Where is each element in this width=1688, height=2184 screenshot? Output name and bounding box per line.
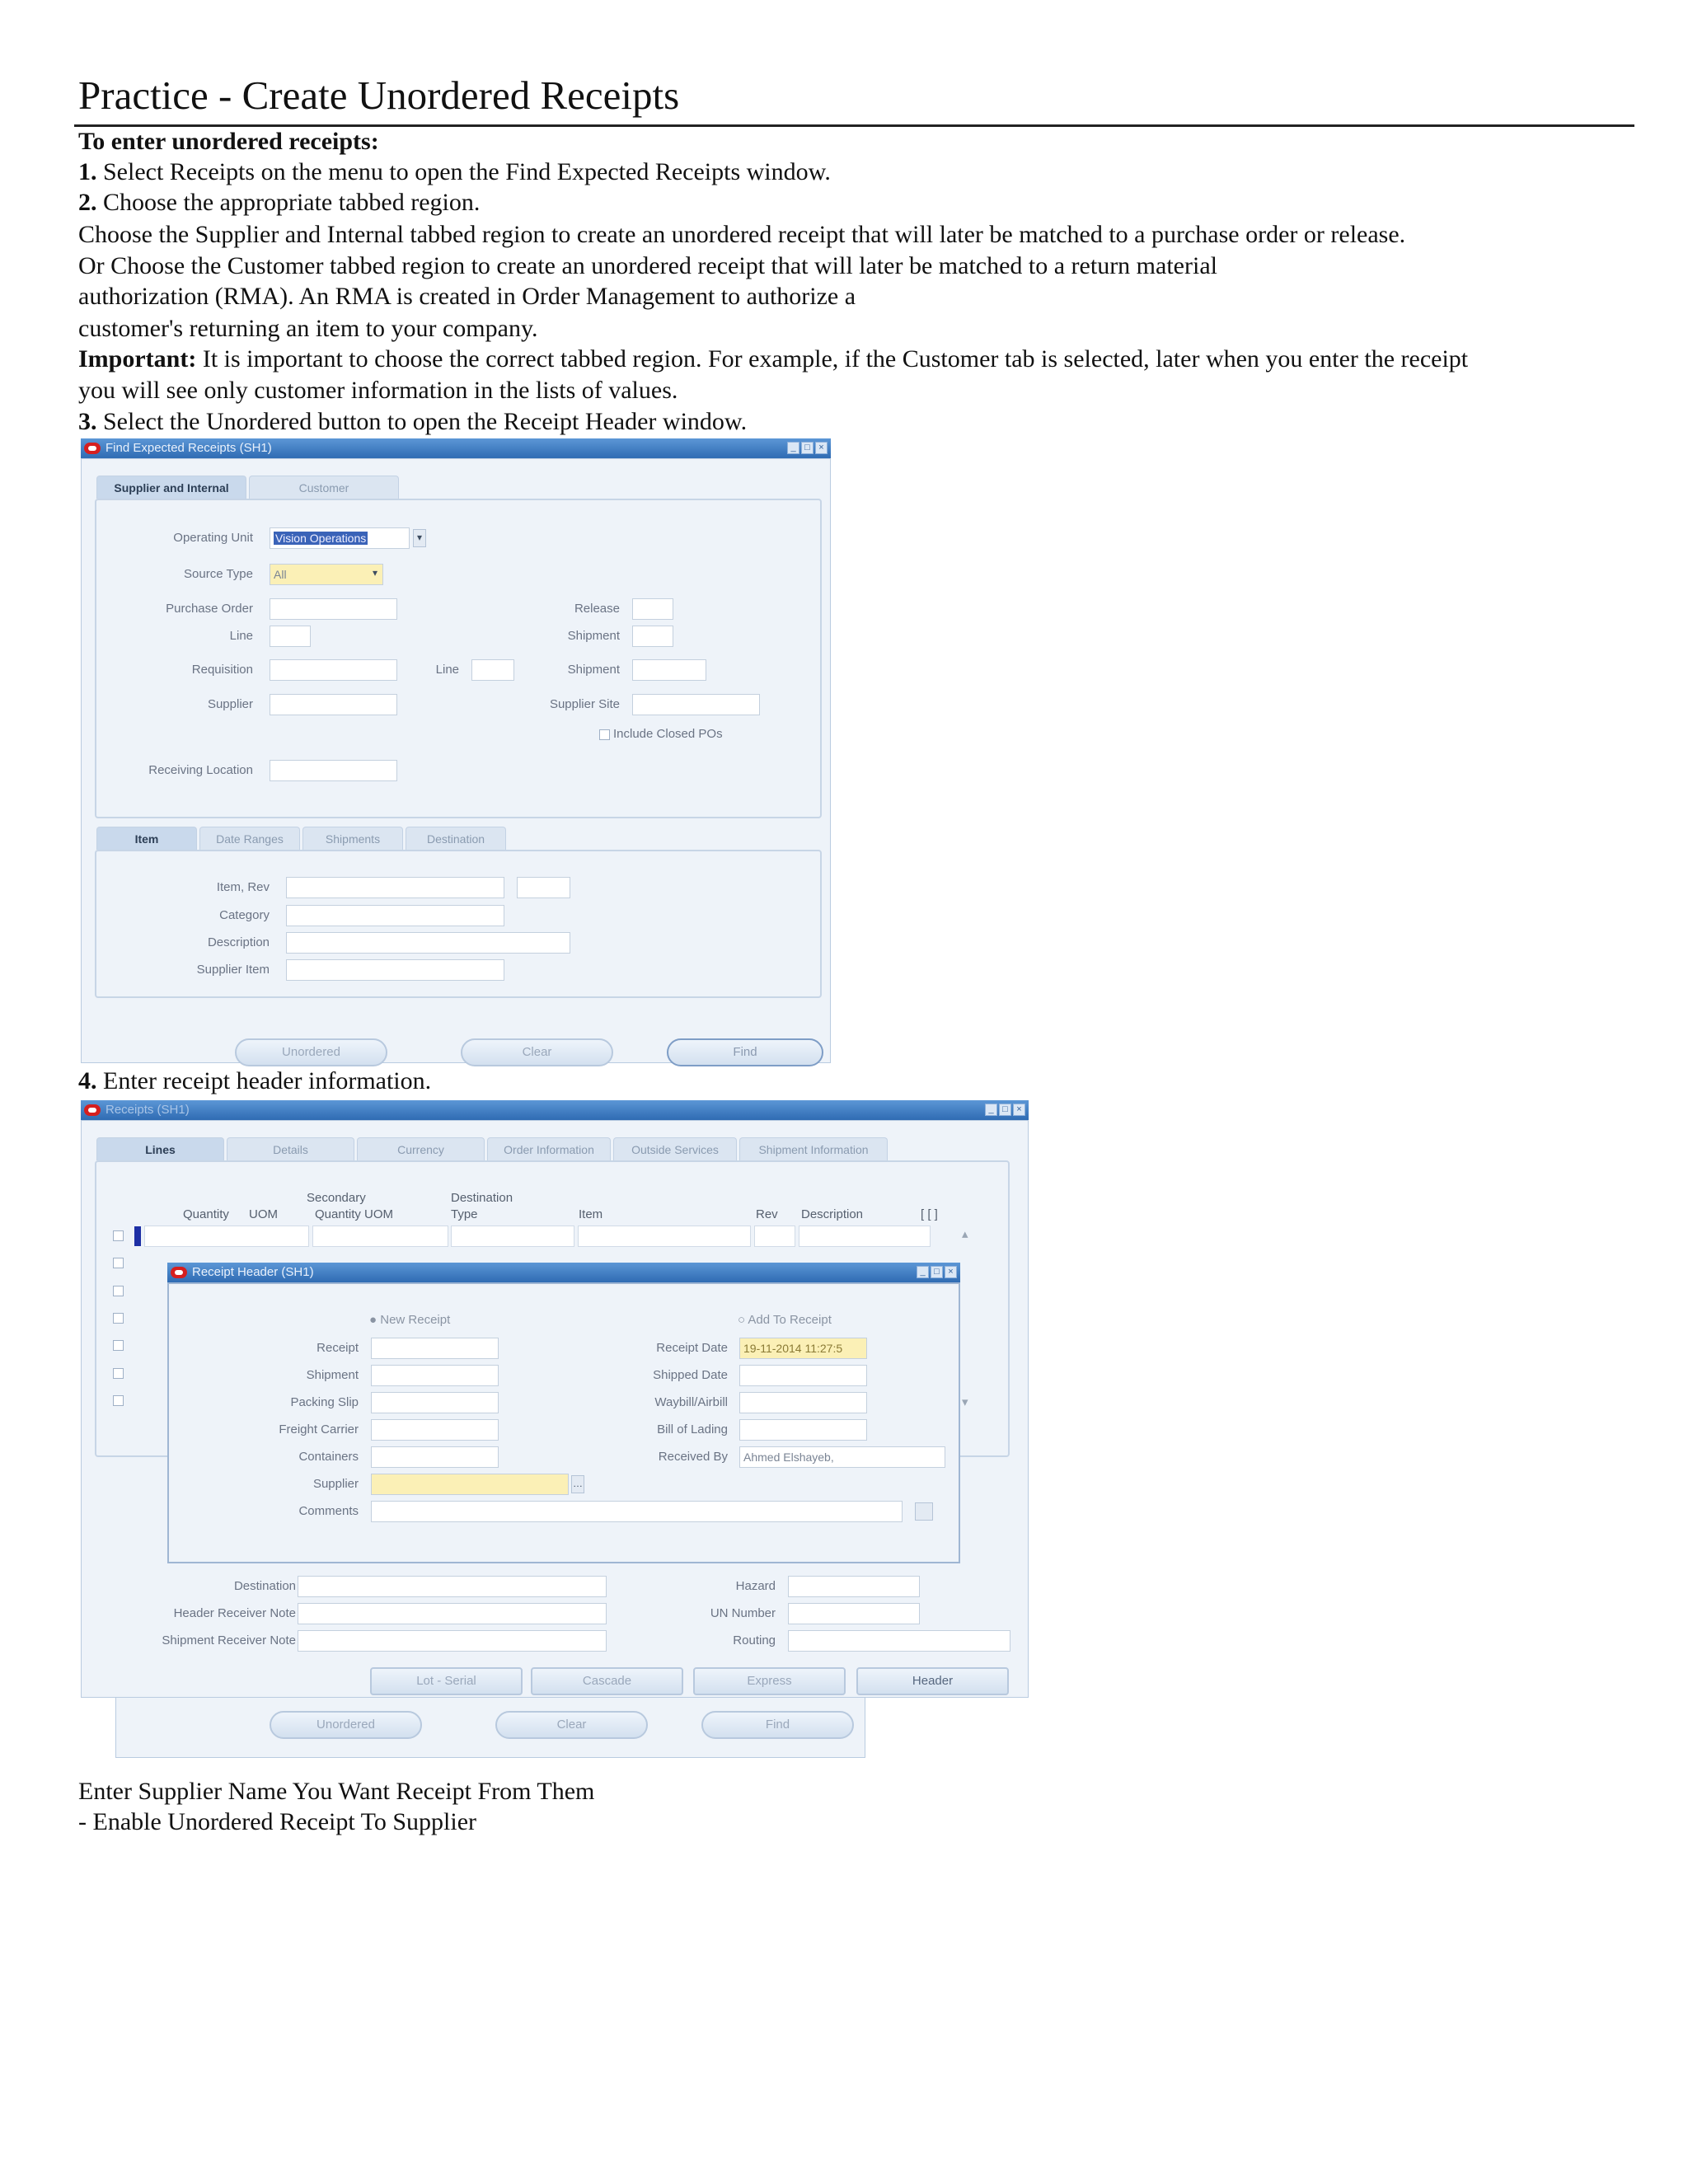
destination-field[interactable]: [298, 1576, 607, 1597]
un-number-label: UN Number: [710, 1606, 776, 1620]
description-header: Description: [801, 1207, 864, 1221]
include-closed-pos-label: Include Closed POs: [613, 727, 723, 741]
freight-carrier-label: Freight Carrier: [279, 1422, 359, 1436]
row-checkbox[interactable]: [113, 1286, 124, 1296]
rev-cell[interactable]: [754, 1226, 795, 1247]
window-title: Receipt Header (SH1): [192, 1265, 314, 1279]
row-checkbox[interactable]: [113, 1340, 124, 1351]
packing-slip-label: Packing Slip: [290, 1395, 359, 1409]
instruction-line: To enter unordered receipts:: [78, 128, 379, 155]
description-cell[interactable]: [799, 1226, 931, 1247]
tab-shipments[interactable]: Shipments: [302, 827, 403, 850]
supplier-site-field[interactable]: [632, 694, 760, 715]
tab-order-information[interactable]: Order Information: [487, 1137, 611, 1160]
receipt-field[interactable]: [371, 1338, 499, 1359]
secondary-cell[interactable]: [312, 1226, 448, 1247]
instruction-line: authorization (RMA). An RMA is created in Order Management to authorize a: [78, 283, 856, 310]
lot-serial-button[interactable]: Lot - Serial: [370, 1667, 523, 1695]
receiving-location-label: Receiving Location: [148, 763, 253, 777]
header-button[interactable]: Header: [856, 1667, 1009, 1695]
minimize-icon[interactable]: _: [787, 442, 799, 454]
supplier-panel: [95, 499, 822, 818]
add-to-receipt-radio[interactable]: ○ Add To Receipt: [738, 1313, 832, 1327]
instruction-line: 2. Choose the appropriate tabbed region.: [78, 189, 481, 216]
waybill-field[interactable]: [739, 1392, 867, 1413]
include-closed-pos-checkbox[interactable]: [599, 729, 610, 740]
req-line-field[interactable]: [471, 659, 514, 681]
instruction-line: Choose the Supplier and Internal tabbed region to create an unordered receipt that will later be matched to a purchase order or release.: [78, 221, 1406, 248]
express-button[interactable]: Express: [693, 1667, 846, 1695]
item-header: Item: [579, 1207, 603, 1221]
tab-customer[interactable]: Customer: [249, 476, 399, 499]
window-titlebar: [81, 1100, 1029, 1120]
supplier-site-label: Supplier Site: [549, 697, 620, 711]
close-icon[interactable]: ×: [945, 1266, 957, 1278]
shipment-label: Shipment: [567, 629, 620, 643]
cascade-button[interactable]: Cascade: [531, 1667, 683, 1695]
freight-carrier-field[interactable]: [371, 1419, 499, 1441]
window-body: [81, 458, 831, 1063]
purchase-order-field[interactable]: [270, 598, 397, 620]
purchase-order-label: Purchase Order: [166, 602, 253, 616]
requisition-field[interactable]: [270, 659, 397, 681]
supplier-item-label: Supplier Item: [196, 963, 270, 977]
tab-details[interactable]: Details: [227, 1137, 354, 1160]
receipt-date-label: Receipt Date: [656, 1341, 728, 1355]
quantity-header: Quantity: [183, 1207, 229, 1221]
column-brackets: [ [ ]: [921, 1207, 938, 1221]
shipment-receiver-note-label: Shipment Receiver Note: [162, 1633, 296, 1647]
source-type-select[interactable]: All: [270, 564, 383, 585]
minimize-icon[interactable]: _: [985, 1104, 997, 1116]
bill-of-lading-label: Bill of Lading: [657, 1422, 728, 1436]
shipment-receiver-note-field[interactable]: [298, 1630, 607, 1652]
tab-currency[interactable]: Currency: [357, 1137, 485, 1160]
item-cell[interactable]: [578, 1226, 751, 1247]
clear-button[interactable]: Clear: [461, 1038, 613, 1066]
footer-line: Enter Supplier Name You Want Receipt From Them: [78, 1778, 595, 1805]
oracle-logo-icon: [84, 443, 101, 454]
find-button[interactable]: Find: [667, 1038, 823, 1066]
received-by-label: Received By: [658, 1450, 728, 1464]
instruction-line: 3. Select the Unordered button to open the Receipt Header window.: [78, 408, 748, 435]
receipt-header-window: [167, 1263, 960, 1563]
supplier-field[interactable]: [270, 694, 397, 715]
description-label: Description: [207, 935, 270, 949]
tab-date-ranges[interactable]: Date Ranges: [199, 827, 300, 850]
quantity-cell[interactable]: [144, 1226, 309, 1247]
supplier-field[interactable]: [371, 1474, 569, 1495]
header-receiver-note-field[interactable]: [298, 1603, 607, 1624]
containers-field[interactable]: [371, 1446, 499, 1468]
rev-header: Rev: [756, 1207, 778, 1221]
routing-field[interactable]: [788, 1630, 1010, 1652]
row-checkbox[interactable]: [113, 1258, 124, 1268]
hazard-field[interactable]: [788, 1576, 920, 1597]
scroll-up-icon[interactable]: ▴: [962, 1227, 968, 1241]
oracle-logo-icon: [84, 1104, 101, 1116]
current-row-marker: [134, 1226, 141, 1246]
routing-label: Routing: [733, 1633, 776, 1647]
instruction-line: customer's returning an item to your company.: [78, 315, 538, 342]
tab-destination[interactable]: Destination: [406, 827, 506, 850]
window-titlebar: [81, 438, 831, 458]
row-checkbox[interactable]: [113, 1313, 124, 1324]
release-field[interactable]: [632, 598, 673, 620]
shipment-field[interactable]: [632, 626, 673, 647]
shipped-date-label: Shipped Date: [653, 1368, 728, 1382]
packing-slip-field[interactable]: [371, 1392, 499, 1413]
find-window-background: [115, 1694, 865, 1758]
comments-field[interactable]: [371, 1501, 903, 1522]
item-panel: [95, 850, 822, 998]
clear-button[interactable]: Clear: [495, 1711, 648, 1739]
window-body: [167, 1282, 960, 1563]
instruction-line: 4. Enter receipt header information.: [78, 1067, 432, 1094]
category-label: Category: [219, 908, 270, 922]
maximize-icon[interactable]: □: [999, 1104, 1011, 1116]
source-type-label: Source Type: [184, 567, 253, 581]
operating-unit-field[interactable]: Vision Operations: [270, 527, 410, 549]
instruction-line: 1. Select Receipts on the menu to open the Find Expected Receipts window.: [78, 158, 831, 185]
operating-unit-lov-button[interactable]: ▾: [413, 529, 426, 547]
shipment-label: Shipment: [306, 1368, 359, 1382]
comments-label: Comments: [298, 1504, 359, 1518]
window-titlebar: [167, 1263, 960, 1282]
release-label: Release: [574, 602, 620, 616]
tab-outside-services[interactable]: Outside Services: [613, 1137, 737, 1160]
window-body: [115, 1694, 865, 1758]
req-line-label: Line: [435, 663, 459, 677]
maximize-icon[interactable]: □: [801, 442, 814, 454]
oracle-logo-icon: [171, 1267, 187, 1278]
unordered-button[interactable]: Unordered: [270, 1711, 422, 1739]
row-checkbox[interactable]: [113, 1230, 124, 1241]
minimize-icon[interactable]: _: [917, 1266, 929, 1278]
waybill-label: Waybill/Airbill: [654, 1395, 728, 1409]
instruction-line: you will see only customer information in the lists of values.: [78, 377, 678, 404]
item-field[interactable]: [286, 877, 504, 898]
new-receipt-radio[interactable]: ● New Receipt: [369, 1313, 451, 1327]
supplier-label: Supplier: [312, 1477, 359, 1491]
close-icon[interactable]: ×: [1013, 1104, 1025, 1116]
scroll-down-icon[interactable]: ▾: [962, 1395, 968, 1409]
header-receiver-note-label: Header Receiver Note: [173, 1606, 296, 1620]
type-cell[interactable]: [451, 1226, 574, 1247]
supplier-lov-button[interactable]: …: [571, 1475, 584, 1493]
rev-field[interactable]: [517, 877, 570, 898]
po-line-label: Line: [229, 629, 253, 643]
uom-header: UOM: [249, 1207, 278, 1221]
tab-supplier-and-internal[interactable]: Supplier and Internal: [96, 476, 246, 499]
tab-item[interactable]: Item: [96, 827, 197, 850]
receipt-label: Receipt: [316, 1341, 359, 1355]
bill-of-lading-field[interactable]: [739, 1419, 867, 1441]
supplier-label: Supplier: [207, 697, 253, 711]
shipped-date-field[interactable]: [739, 1365, 867, 1386]
received-by-field[interactable]: Ahmed Elshayeb,: [739, 1446, 945, 1468]
find-expected-receipts-window: [81, 438, 831, 1063]
supplier-item-field[interactable]: [286, 959, 504, 981]
instruction-line: Or Choose the Customer tabbed region to create an unordered receipt that will later be matched to a return material: [78, 252, 1217, 279]
receiving-location-field[interactable]: [270, 760, 397, 781]
unordered-button[interactable]: Unordered: [235, 1038, 387, 1066]
po-line-field[interactable]: [270, 626, 311, 647]
instruction-line: Important: It is important to choose the correct tabbed region. For example, if the Customer tab is selected, later when you enter the receipt: [78, 345, 1469, 373]
maximize-icon[interactable]: □: [931, 1266, 943, 1278]
close-icon[interactable]: ×: [815, 442, 828, 454]
shipment-field[interactable]: [371, 1365, 499, 1386]
requisition-label: Requisition: [191, 663, 253, 677]
tab-shipment-information[interactable]: Shipment Information: [739, 1137, 888, 1160]
category-field[interactable]: [286, 905, 504, 926]
description-field[interactable]: [286, 932, 570, 954]
hazard-label: Hazard: [735, 1579, 776, 1593]
row-checkbox[interactable]: [113, 1368, 124, 1379]
footer-line: - Enable Unordered Receipt To Supplier: [78, 1808, 477, 1835]
receipt-date-field[interactable]: 19-11-2014 11:27:5: [739, 1338, 867, 1359]
find-button[interactable]: Find: [701, 1711, 854, 1739]
row-checkbox[interactable]: [113, 1395, 124, 1406]
comments-editor-button[interactable]: [915, 1502, 933, 1521]
item-rev-label: Item, Rev: [216, 880, 270, 894]
tab-lines[interactable]: Lines: [96, 1137, 224, 1160]
page-title: Practice - Create Unordered Receipts: [78, 73, 680, 118]
sec-quantity-header: Quantity: [315, 1207, 361, 1221]
req-shipment-field[interactable]: [632, 659, 706, 681]
containers-label: Containers: [298, 1450, 359, 1464]
un-number-field[interactable]: [788, 1603, 920, 1624]
operating-unit-label: Operating Unit: [173, 531, 253, 545]
sec-uom-header: UOM: [364, 1207, 393, 1221]
type-header: Type: [451, 1207, 478, 1221]
secondary-header: Secondary: [307, 1191, 366, 1205]
destination-header: Destination: [451, 1191, 513, 1205]
window-title: Receipts (SH1): [106, 1103, 190, 1117]
chevron-down-icon[interactable]: ▾: [372, 567, 378, 579]
window-title: Find Expected Receipts (SH1): [106, 441, 272, 455]
req-shipment-label: Shipment: [567, 663, 620, 677]
destination-label: Destination: [233, 1579, 296, 1593]
